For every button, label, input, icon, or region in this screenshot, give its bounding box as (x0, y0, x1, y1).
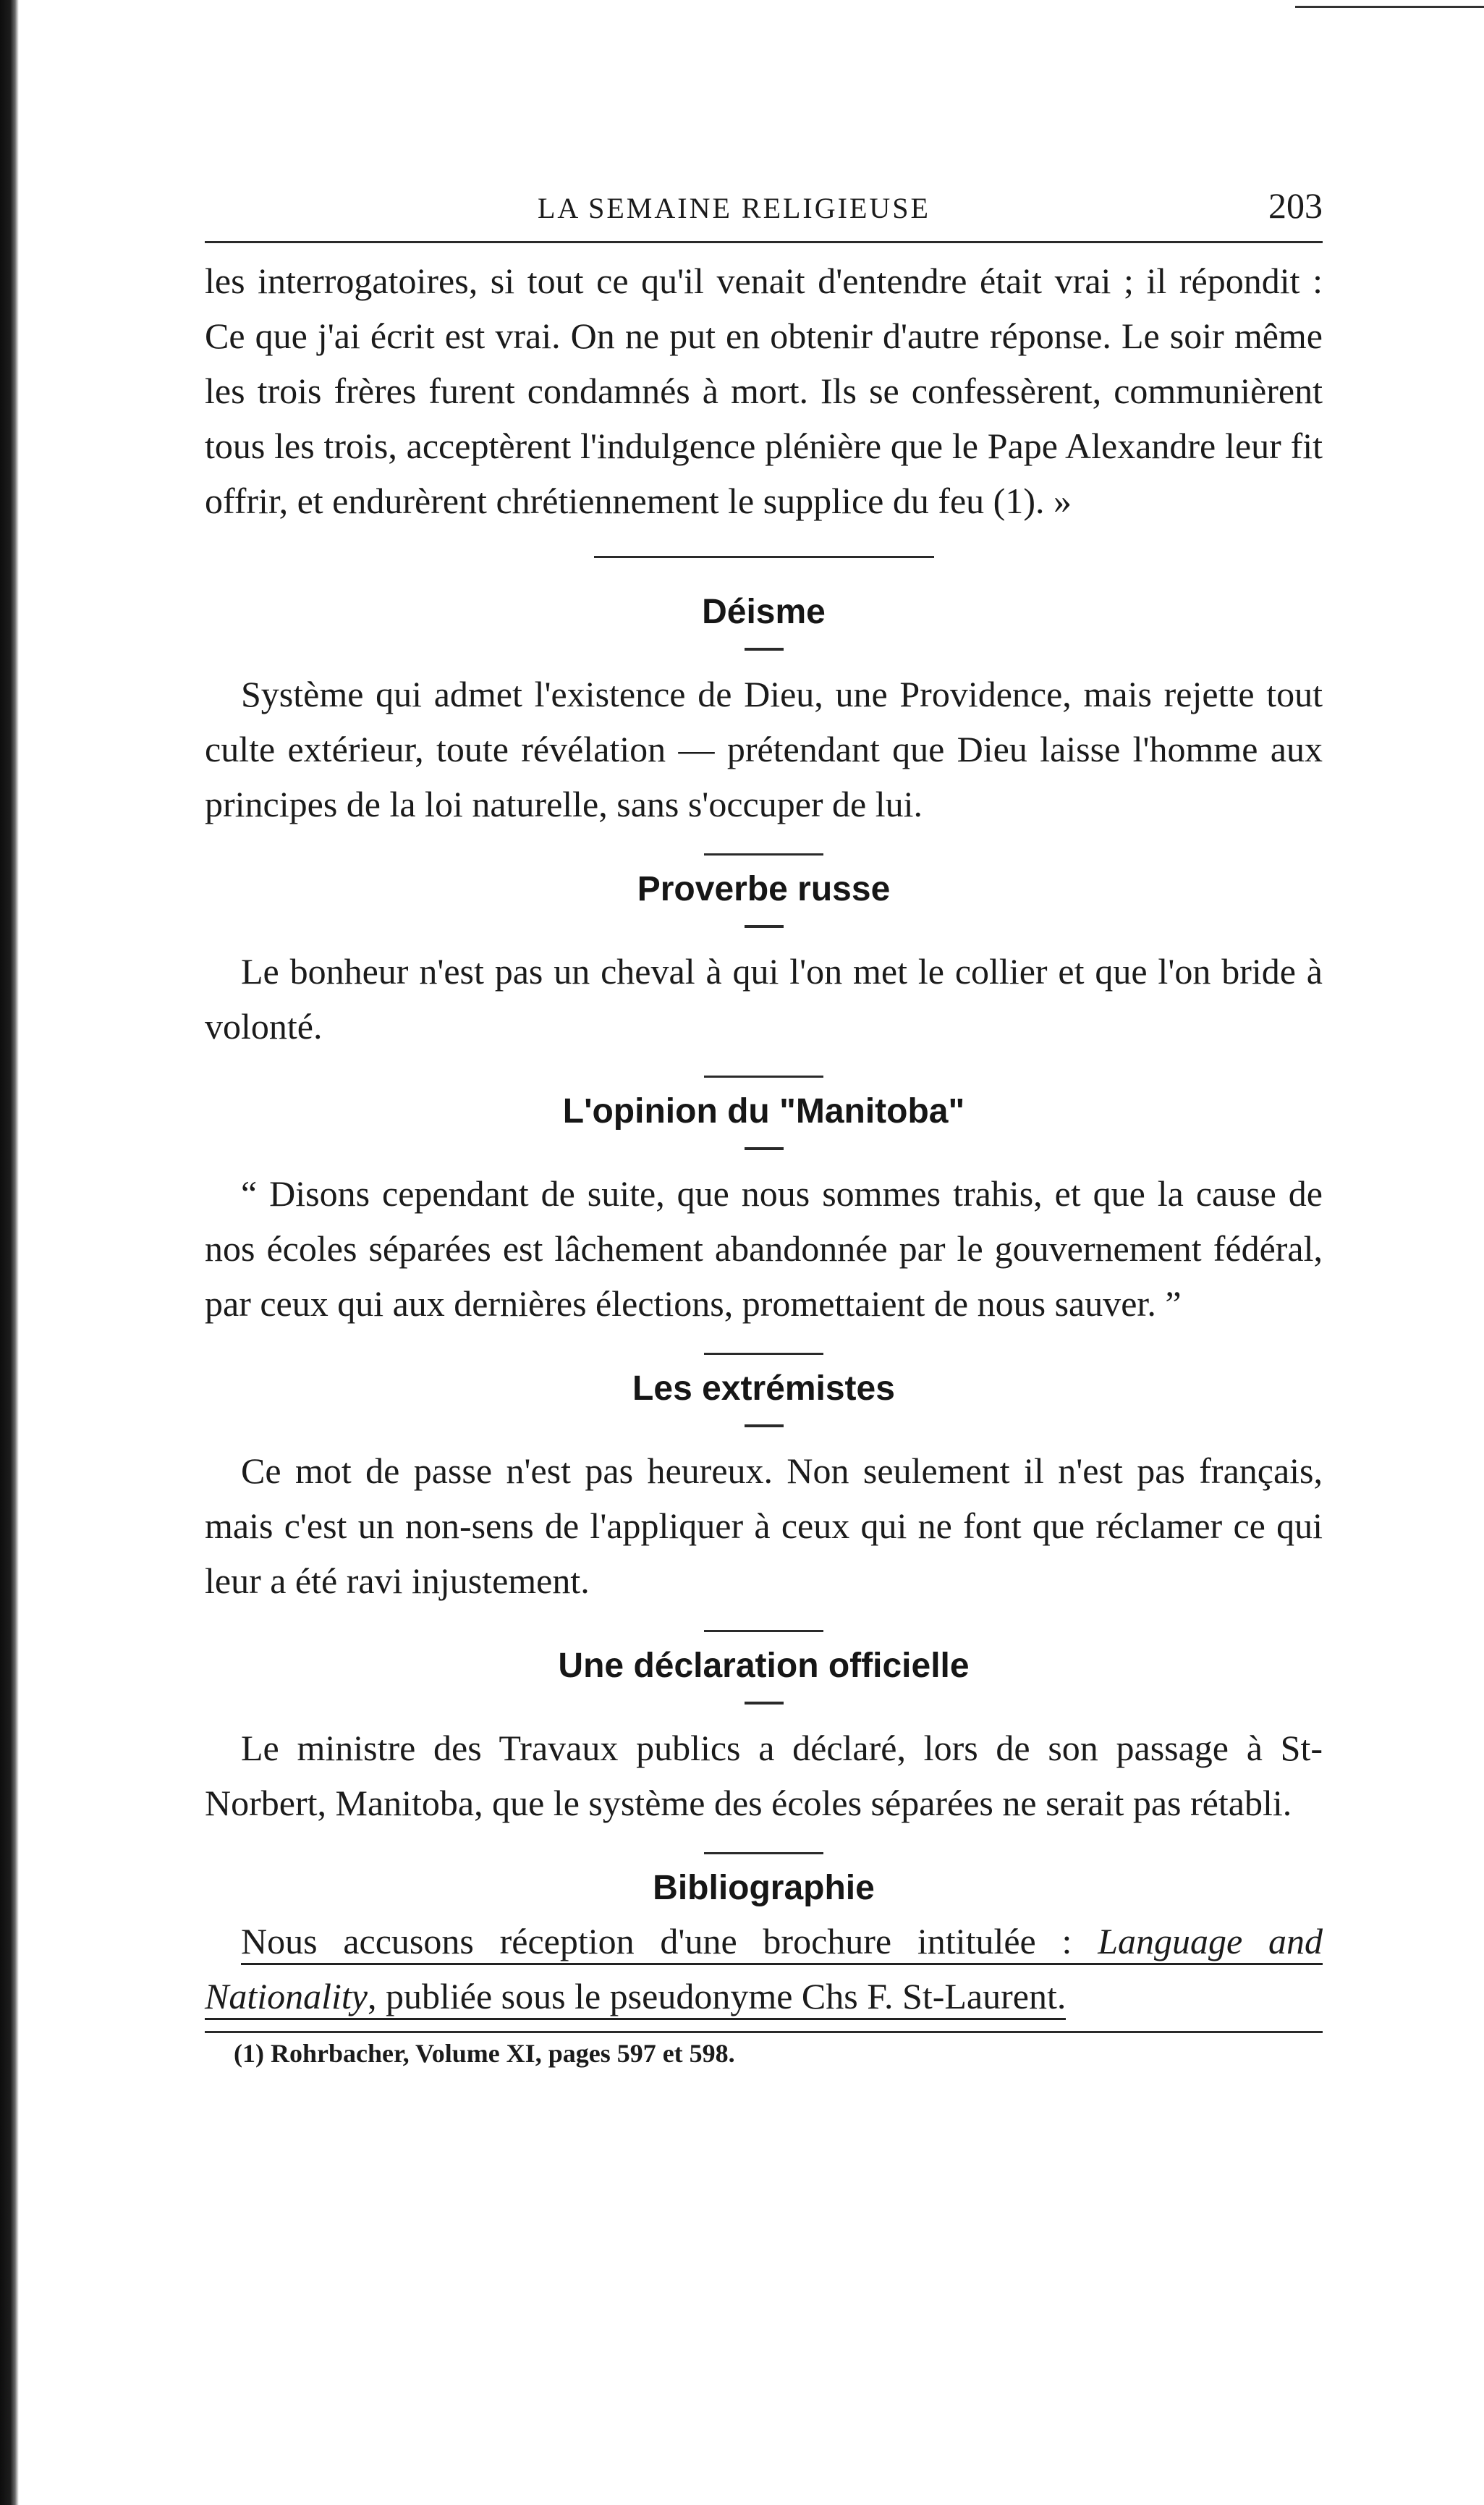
title-dash (745, 1424, 784, 1427)
binding-edge (0, 0, 19, 2505)
section-title-proverbe: Proverbe russe (637, 870, 891, 908)
section-separator (704, 1852, 823, 1854)
title-dash (745, 648, 784, 651)
bibliographie-line (205, 1921, 1323, 2020)
page-body (205, 185, 1323, 2074)
section-title-deisme: Déisme (702, 593, 826, 631)
title-dash (745, 1147, 784, 1150)
title-dash (745, 925, 784, 928)
section-separator (704, 853, 823, 856)
bibliographie-text-before: Nous accusons réception d'une brochure intitulée : (241, 1921, 1098, 1961)
section-separator (594, 556, 934, 558)
section-title-declaration: Une déclaration officielle (558, 1647, 970, 1685)
continuation-paragraph: les interrogatoires, si tout ce qu'il venait d'entendre était vrai ; il répondit : Ce que j'ai écrit est vrai. On ne put en obtenir d'autre réponse. Le soir même les trois frères furent condamnés à mort. Ils se confessèrent, communièrent tous les trois, acceptèrent l'indulgence plénière que le Pape Alexandre leur fit offrir, et endurèrent chrétiennement le supplice du feu (1). » (205, 261, 1323, 521)
section-title-manitoba: L'opinion du "Manitoba" (562, 1092, 965, 1131)
section-title-bibliographie: Bibliographie (653, 1869, 875, 1907)
section-separator (704, 1076, 823, 1078)
section-separator (704, 1630, 823, 1632)
running-head (205, 185, 1323, 228)
page-number: 203 (1268, 185, 1323, 226)
section-body-extremistes: Ce mot de passe n'est pas heureux. Non seulement il n'est pas français, mais c'est un non-sens de l'appliquer à ceux qui ne font que réclamer ce qui leur a été ravi injustement. (205, 1450, 1323, 1601)
section-title-extremistes: Les extrémistes (632, 1369, 895, 1408)
footnote: (1) Rohrbacher, Volume XI, pages 597 et 598. (234, 2039, 735, 2068)
section-body-proverbe: Le bonheur n'est pas un cheval à qui l'on met le collier et que l'on bride à volonté. (205, 951, 1323, 1047)
section-body-manitoba: “ Disons cependant de suite, que nous sommes trahis, et que la cause de nos écoles séparées est lâchement abandonnée par le gouvernement fédéral, par ceux qui aux dernières élections, promettaient de nous sauver. ” (205, 1173, 1323, 1324)
section-body-deisme: Système qui admet l'existence de Dieu, une Providence, mais rejette tout culte extérieur, toute révélation — prétendant que Dieu laisse l'homme aux principes de la loi naturelle, sans s'occuper de lui. (205, 674, 1323, 824)
bibliographie-text-after: , publiée sous le pseudonyme Chs F. St-Laurent. (368, 1976, 1067, 2016)
top-edge-rule (1295, 6, 1484, 8)
section-separator (704, 1353, 823, 1355)
title-dash (745, 1702, 784, 1705)
section-body-declaration: Le ministre des Travaux publics a déclaré, lors de son passage à St-Norbert, Manitoba, que le système des écoles séparées ne serait pas rétabli. (205, 1728, 1323, 1823)
header-rule (205, 241, 1323, 243)
running-title: LA SEMAINE RELIGIEUSE (538, 192, 930, 224)
bibliographie-paragraph (205, 1914, 1323, 2024)
book-title: Language and Nationality (205, 1921, 1323, 2016)
